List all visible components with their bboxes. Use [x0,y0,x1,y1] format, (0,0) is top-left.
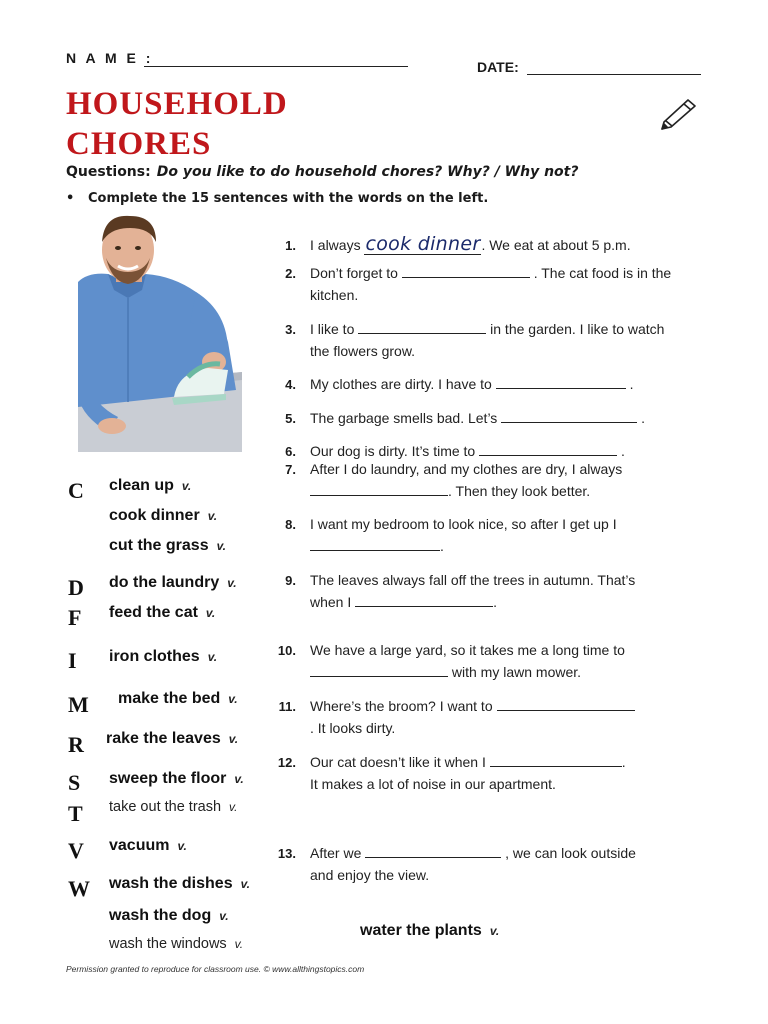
title-line-1: HOUSEHOLD [66,86,288,122]
answer-blank[interactable] [402,263,530,278]
sentence-number: 10. [277,643,296,658]
sentence-text: Our cat doesn’t like it when I [310,754,486,770]
word-bank-item [109,837,187,855]
sentence-text: Where’s the broom? I want to [310,698,493,714]
word-bank-word: cut the grass [109,537,209,554]
word-bank-item [109,507,217,525]
sentence-text: The garbage smells bad. Let’s [310,410,498,426]
word-bank-item [109,648,217,666]
word-bank-word: take out the trash [109,799,222,815]
word-bank-item [109,936,243,952]
date-label: DATE: [477,59,519,75]
word-bank-part-of-speech: v. [240,877,250,891]
word-bank-part-of-speech: v. [219,909,229,923]
sentence-number: 3. [285,322,296,337]
word-bank-part-of-speech: v. [207,650,218,664]
sentence-text: I like to [310,321,355,337]
handwritten-answer[interactable]: cook dinner [365,233,481,255]
word-bank-part-of-speech: v. [216,539,226,553]
word-bank-word: vacuum [109,837,170,854]
word-bank-word: do the laundry [109,574,220,591]
word-bank-part-of-speech: v. [234,937,244,951]
word-bank-part-of-speech: v. [229,800,238,814]
sentence-text: . [621,754,626,770]
word-bank-part-of-speech: v. [234,772,244,786]
sentence-number: 2. [285,266,296,281]
answer-blank[interactable] [497,696,635,711]
word-bank-part-of-speech: v. [228,692,238,706]
word-bank-word: iron clothes [109,648,200,665]
sentence-text: , we can look outside [505,845,636,861]
sentence-text: Don’t forget to [310,265,398,281]
word-bank-item [109,770,244,788]
questions-label: Questions: [66,164,151,180]
sentence-4 [310,373,705,395]
word-bank-letter: W [68,876,90,901]
sentence-number: 1. [285,238,296,253]
sentence-text: I always [310,237,361,253]
sentence-text: and enjoy the view. [310,867,430,883]
word-bank-part-of-speech: v. [177,839,187,853]
sentence-12 [310,751,705,795]
sentence-text: My clothes are dirty. I have to [310,376,492,392]
answer-blank[interactable] [310,662,448,677]
footer-permission: Permission granted to reproduce for classroom use. © www.allthingstopics.com [66,964,365,974]
answer-blank[interactable] [496,374,626,389]
sentence-text: in the garden. I like to watch [490,321,665,337]
date-field-line[interactable] [527,74,701,75]
sentence-number: 7. [285,462,296,477]
sentence-text: with my lawn mower. [451,664,582,680]
questions-line [66,164,579,180]
sentence-text: . We eat at about 5 p.m. [481,237,631,253]
sentence-5 [310,407,705,429]
word-bank-letter: C [68,478,84,503]
word-bank-word: make the bed [118,690,221,707]
word-bank-part-of-speech: v. [489,924,500,938]
sentence-number: 8. [285,517,296,532]
word-bank-word: feed the cat [109,604,198,621]
sentence-3 [310,318,705,362]
sentence-number: 13. [277,846,296,861]
sentence-text: . It looks dirty. [310,720,396,736]
word-bank-part-of-speech: v. [227,576,237,590]
sentence-text: . [641,410,645,426]
word-bank-item [118,690,238,708]
sentence-text: After I do laundry, and my clothes are dry, I always [310,461,623,477]
sentence-11 [310,695,705,739]
word-bank-part-of-speech: v. [181,479,192,493]
bullet: • [66,191,75,206]
answer-blank[interactable] [310,481,448,496]
sentence-text: The leaves always fall off the trees in autumn. That’s [310,572,636,588]
sentence-text: . [621,443,625,459]
sentence-10 [310,639,705,683]
word-bank-item [109,537,226,555]
sentence-text: . [629,376,634,392]
name-label: N A M E : [66,50,154,66]
word-bank-word: clean up [109,477,174,494]
word-bank-word: cook dinner [109,507,200,524]
word-bank-letter: S [68,770,81,795]
sentence-8 [310,513,705,557]
instruction-line [66,191,488,206]
man-ironing-photo [78,212,242,452]
sentence-text: . The cat food is in the [533,265,672,281]
sentence-number: 4. [285,377,296,392]
word-bank-part-of-speech: v. [228,732,239,746]
word-bank-part-of-speech: v. [207,509,218,523]
page-title [66,84,288,164]
sentence-text: We have a large yard, so it takes me a long time to [310,642,625,658]
name-field-line[interactable] [144,66,408,67]
word-bank-item [109,799,238,815]
word-bank-letter: I [68,648,77,673]
sentence-text: the flowers grow. [310,343,416,359]
sentence-number: 11. [278,699,296,714]
pencil-icon [658,96,698,130]
sentence-text: Our dog is dirty. It’s time to [310,443,476,459]
answer-blank[interactable] [365,843,501,858]
word-bank-letter: R [68,732,84,757]
questions-text: Do you like to do household chores? Why? / Why not? [156,164,579,180]
sentence-text: . [440,538,444,554]
word-bank-item [109,574,237,592]
sentence-text: I want my bedroom to look nice, so after I get up I [310,516,617,532]
sentence-2 [310,262,705,306]
sentence-text: . Then they look better. [448,483,591,499]
answer-blank[interactable] [355,592,493,607]
word-bank-word: wash the dishes [109,875,233,892]
sentence-9 [310,569,705,613]
sentence-text: It makes a lot of noise in our apartment. [310,776,556,792]
sentence-text: . [493,594,498,610]
instruction-text: Complete the 15 sentences with the words on the left. [88,191,489,206]
word-bank-word: wash the dog [109,907,212,924]
word-bank-item [109,477,191,495]
word-bank-item [360,922,499,940]
word-bank-letter: M [68,692,89,717]
word-bank-item [109,875,250,893]
word-bank-item [109,604,215,622]
word-bank-letter: D [68,575,84,600]
word-bank-item [109,907,229,925]
sentence-number: 5. [285,411,296,426]
word-bank-word: water the plants [360,922,482,939]
sentence-1 [310,234,705,256]
sentence-13 [310,842,705,886]
sentence-number: 12. [277,755,296,770]
word-bank-letter: F [68,605,82,630]
sentence-text: After we [310,845,362,861]
sentence-text: when I [310,594,352,610]
sentence-7 [310,458,705,502]
word-bank-letter: V [68,838,84,863]
word-bank-item [106,730,238,748]
answer-blank[interactable] [479,441,617,456]
answer-blank[interactable] [310,536,440,551]
word-bank-word: sweep the floor [109,770,227,787]
answer-blank[interactable] [490,752,622,767]
word-bank-word: wash the windows [109,936,227,952]
sentence-number: 6. [285,444,296,459]
title-line-2: CHORES [66,126,212,162]
answer-blank[interactable] [358,319,486,334]
word-bank-part-of-speech: v. [205,606,216,620]
answer-blank[interactable] [501,408,637,423]
sentence-text: kitchen. [310,287,359,303]
word-bank-letter: T [68,801,83,826]
word-bank-word: rake the leaves [106,730,221,747]
sentence-number: 9. [285,573,296,588]
